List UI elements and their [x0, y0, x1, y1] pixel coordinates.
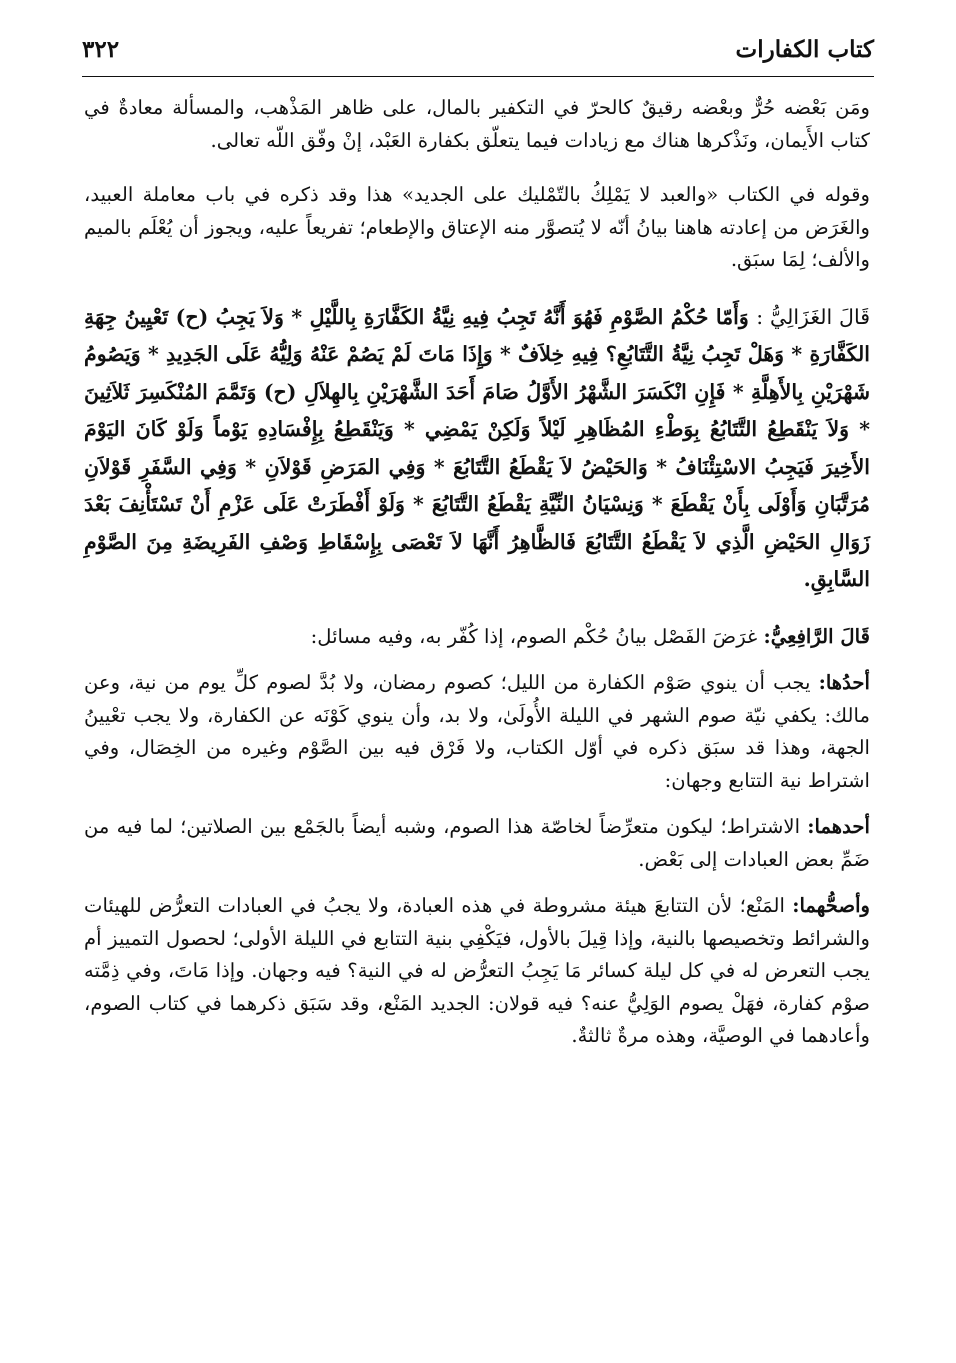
paragraph-2: [84, 179, 870, 277]
rafii-commentary: [84, 621, 870, 654]
book-title: كتاب الكفارات: [735, 36, 874, 63]
paragraph-text: المَنْع؛ لأن التتابعَ هيئة مشروطة في هذه العبادة، ولا يجبُ في العبادات التعرُّض للهيئات والشرائط وتخصيصها بالنية، وإذا قِيلَ بالأول، فيَكْفِي بنية التتابع في الليلة الأولى؛ لحصول التمييز أم يجب التعرض له في كل ليلة كسائر مَا يَجِبُ التعرُّض له في النية؟ فيه وجهان. وإذا مَاتَ، وفي ذِمَّته صوْم كفارة، فهَلْ يصوم الوَلِيُّ عنه؟ فيه قولان: الجديد المَنْع، وقد سَبَق ذكرهما في كتاب الصوم، وأعادهما في الوصيَّة، وهذه مرةٌ ثالثةٌ.: [84, 894, 870, 1047]
paragraph-text: ومَن بَعْضه حُرٌّ وبعْضه رقيقٌ كالحرّ في التكفير بالمال، على ظاهر المَذْهب، والمسألة معادةٌ في كتاب الأَيمان، ونَذْكرها هناك مع زيادات فيما يتعلّق بكفارة العَبْد، إنْ وفّق اللّه تعالى.: [84, 96, 870, 152]
view-first: [84, 811, 870, 876]
paragraph-text: يجب أن ينوي صَوْم الكفارة من الليل؛ كصوم رمضان، ولا بُدَّ لصوم كلِّ يوم من نية، وعن مالك: يكفي نيّة صوم الشهر في الليلة الأُولَىٰ، ولا بد، وأن ينوي كَوْنَه عن الكفارة، ولا يجب تعْيينُ الجهة، وهذا قد سبَق ذكره في أوّل الكتاب، ولا فَرْق فيه بين الصَّوْم وغيره من الخِصَال، وفي اشتراط نية التتابع وجهان:: [84, 671, 870, 792]
paragraph-text: الاشتراط؛ ليكون متعرِّضاً لخاصّة هذا الصوم، وشبه أيضاً بالجَمْع بين الصلاتين؛ لما فيه من ضَمِّ بعض العبادات إلى بَعْض.: [84, 815, 870, 871]
paragraph-1: [84, 92, 870, 157]
view-correct: [84, 890, 870, 1053]
keyword-label: وأصحُّهما:: [792, 894, 870, 917]
paragraph-text: غرَضَ الفَصْل بيانُ حُكْم الصوم، إذا كُفّر به، وفيه مسائل:: [310, 624, 758, 648]
matn-text: وَأَمّا حُكْمُ الصَّوْمِ فَهُوَ أَنَّهُ تَجِبُ فِيهِ نِيَّةُ الكَفَّارَةِ بِاللَّيْلِ * وَلاَ يَجِبُ (ح) تَعْيِينُ جِهَةِ الكَفَّارَةِ * وَهَلْ تَجِبُ نِيَّةُ التَّتَابُعِ؟ فِيهِ خِلاَفٌ * وَإِذَا مَاتَ لَمْ يَصُمْ عَنْهُ وَلِيُّهُ عَلَى الجَدِيدِ * وَيَصُومُ شَهْرَيْنِ بِالأَهِلَّةِ * فَإِنِ انْكَسَرَ الشَّهْرُ الأَوَّلُ صَامَ أَحَدَ الشَّهْرَيْنِ بِالهِلاَلِ (ح) وَتَمَّمَ المُنْكَسِرَ ثَلاَثِينَ * وَلاَ يَنْقَطِعُ التَّتَابُعُ بِوَطْءِ المُظَاهِرِ لَيْلاً وَلَكِنْ يَمْضِي * وَيَنْقَطِعُ بِإِفْسَادِهِ يَوْماً وَلَوْ كَانَ اليَوْمَ الأَخِيرَ فَيَجِبُ الاسْتِئْنَافُ * وَالحَيْضُ لاَ يَقْطَعُ التَّتَابُعَ * وَفِي المَرَضِ قَوْلاَنِ * وَفِي السَّفَرِ قَوْلاَنِ مُرَتَّبَانِ وَأَوْلَى بِأَنْ يَقْطَعَ * وَنِسْيَانُ النِّيَّةِ يَقْطَعُ التَّتَابُعَ * وَلَوْ أَفْطَرَتْ عَلَى عَزْمِ أَنْ تَسْتَأْنِفَ بَعْدَ زَوَالِ الحَيْضِ الَّذِي لاَ يَقْطَعُ التَّتَابُعَ فَالظَّاهِرُ أَنَّهَا لاَ تَعْصَى بِإِسْقَاطِ وَصْفِ الفَرِيضَةِ مِنَ الصَّوْمِ السَّابِقِ.: [84, 304, 870, 591]
paragraph-text: وقوله في الكتاب «والعبد لا يَمْلِكُ بالتّمْليك على الجديد» هذا وقد ذكره في باب معاملة العبيد، والغَرَض من إعادته هاهنا بيانُ أنّه لا يُتصوَّر منه الإعتاق والإطعام؛ تفريعاً عليه، ويجوز أن يُعْلَم بالميم والألف؛ لِمَا سبَق.: [84, 183, 871, 271]
page-body: [84, 92, 870, 1053]
page-number: ٣٢٢: [82, 36, 120, 63]
keyword-label: أحدُها:: [818, 671, 870, 694]
keyword-label: أحدهما:: [807, 815, 870, 838]
page-header: [82, 34, 874, 72]
header-rule: [82, 76, 874, 77]
ghazali-matn: [84, 299, 870, 599]
speaker-label: قَالَ الغَزَالِيُّ :: [756, 304, 870, 329]
speaker-label: قَالَ الرَّافِعِيُّ:: [763, 624, 870, 648]
issue-first: [84, 667, 870, 797]
